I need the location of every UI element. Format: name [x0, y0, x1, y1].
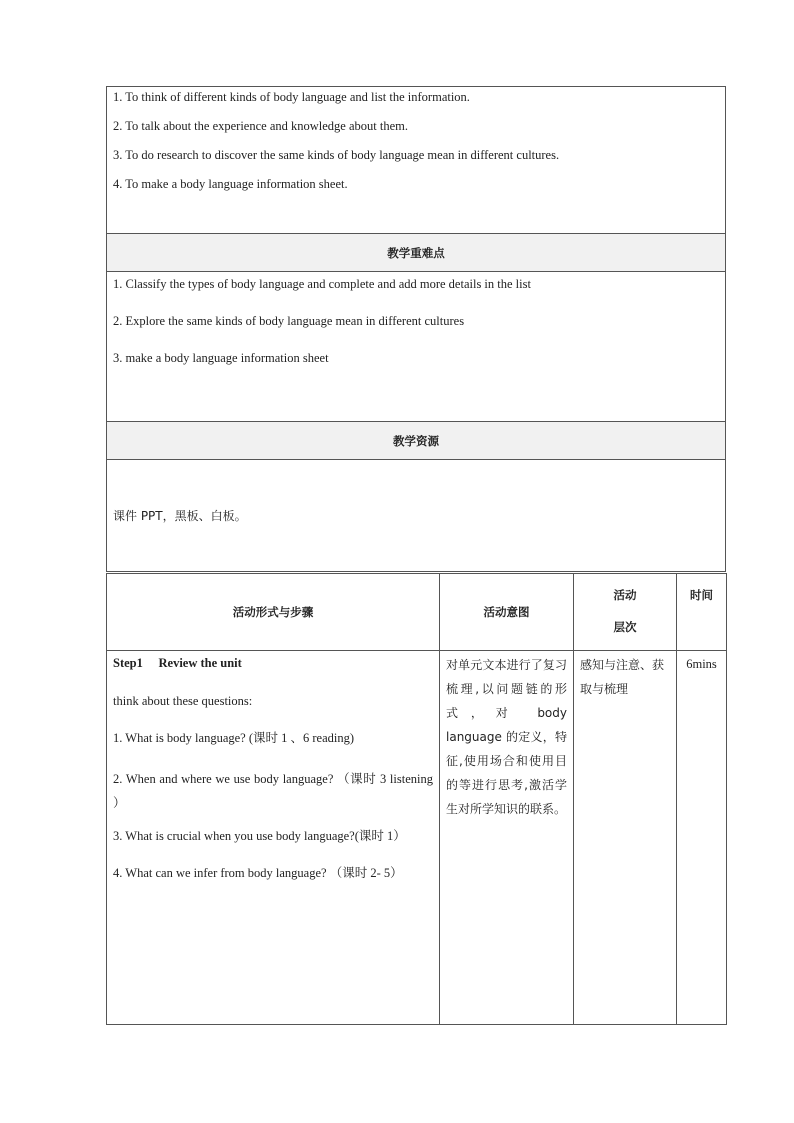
resources-content: 课件 PPT，黑板、白板。 — [113, 508, 247, 523]
resources-header: 教学资源 — [107, 422, 726, 460]
step1-question: 3. What is crucial when you use body language?(课时 1） — [113, 829, 406, 843]
step1-question: 1. What is body language? (课时 1 、6 reading) — [113, 731, 355, 745]
lesson-plan-upper-table — [106, 86, 726, 572]
header-intent: 活动意图 — [440, 574, 574, 651]
activity-table — [106, 573, 727, 1025]
header-level — [574, 574, 677, 651]
step1-level: 感知与注意、获取与梳理 — [580, 658, 665, 696]
objective-item: 3. To do research to discover the same kinds of body language mean in different cultures. — [113, 148, 560, 162]
header-level-line1: 活动 — [613, 588, 637, 602]
objectives-cell — [107, 87, 726, 234]
key-point-item: 3. make a body language information sheet — [113, 351, 329, 365]
header-time-label: 时间 — [690, 588, 713, 602]
key-point-item: 2. Explore the same kinds of body language mean in different cultures — [113, 314, 465, 328]
header-time — [677, 574, 727, 651]
header-steps: 活动形式与步骤 — [107, 574, 440, 651]
header-level-line2: 层次 — [613, 620, 637, 634]
step1-intro: think about these questions: — [113, 694, 253, 708]
step1-cell — [107, 651, 440, 1025]
key-points-cell — [107, 272, 726, 422]
objective-item: 4. To make a body language information sheet. — [113, 177, 348, 191]
step1-intent: 对单元文本进行了复习梳理,以问题链的形式，对 body language 的定义，特征,使用场合和使用目的等进行思考,激活学生对所学知识的联系。 — [446, 658, 567, 816]
resources-cell — [107, 460, 726, 572]
step1-question: 4. What can we infer from body language? （课时 2- 5） — [113, 866, 403, 880]
objective-item: 1. To think of different kinds of body language and list the information. — [113, 90, 470, 104]
step1-level-cell — [574, 651, 677, 1025]
step1-time: 6mins — [686, 657, 717, 671]
step1-title: Step1 Review the unit — [113, 656, 242, 670]
key-points-header: 教学重难点 — [107, 234, 726, 272]
objective-item: 2. To talk about the experience and knowledge about them. — [113, 119, 408, 133]
step1-intent-cell — [440, 651, 574, 1025]
key-point-item: 1. Classify the types of body language and complete and add more details in the list — [113, 277, 531, 291]
step1-question: 2. When and where we use body language? （课时 3 listening ） — [113, 772, 433, 810]
step1-time-cell — [677, 651, 727, 1025]
